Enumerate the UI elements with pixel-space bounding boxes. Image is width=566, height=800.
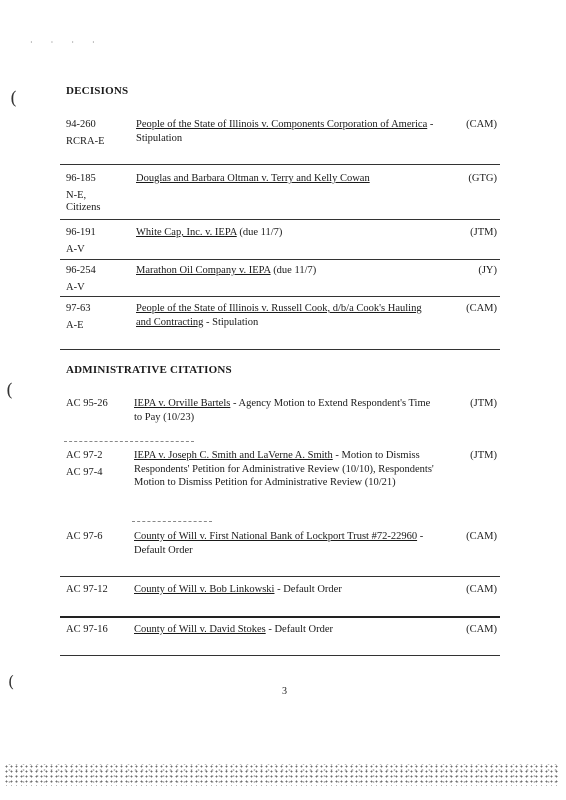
docket-number: 94-260 RCRA-E: [66, 119, 105, 147]
docket-number: AC 97-12: [66, 584, 108, 595]
case-caption: Marathon Oil Company v. IEPA (due 11/7): [136, 265, 317, 276]
case-title[interactable]: People of the State of Illinois v. Russell Cook, d/b/a Cook's Hauling and Contracting: [136, 303, 422, 328]
case-initials: (JY): [478, 265, 497, 276]
margin-mark: (: [6, 380, 14, 401]
row-divider: [60, 219, 500, 220]
docket-number: AC 97-6: [66, 531, 103, 542]
docket-number: 97-63 A-E: [66, 303, 91, 331]
case-initials: (CAM): [466, 531, 497, 542]
case-title[interactable]: County of Will v. First National Bank of Lockport Trust #72-22960: [134, 531, 418, 542]
row-divider: [60, 616, 500, 618]
row-divider: [132, 521, 212, 522]
case-caption: People of the State of Illinois v. Components Corporation of America - Stipulation: [136, 119, 434, 144]
docket-number: 96-185 N-E, Citizens: [66, 173, 101, 213]
case-title[interactable]: IEPA v. Orville Bartels: [134, 398, 231, 409]
margin-mark: (: [8, 672, 15, 691]
case-caption: [136, 172, 436, 186]
case-title[interactable]: Marathon Oil Company v. IEPA: [136, 265, 271, 276]
section-heading-administrative-citations: ADMINISTRATIVE CITATIONS: [66, 364, 232, 376]
case-title[interactable]: County of Will v. Bob Linkowski: [134, 584, 275, 595]
row-divider: [60, 655, 500, 656]
case-initials: (CAM): [466, 303, 497, 314]
docket-number: AC 97-2 AC 97-4: [66, 450, 103, 478]
case-initials: (GTG): [468, 173, 497, 184]
scan-dots: · · · ·: [30, 38, 103, 47]
case-title[interactable]: People of the State of Illinois v. Components Corporation of America: [136, 119, 428, 130]
case-caption: IEPA v. Orville Bartels - Agency Motion to Extend Respondent's Time to Pay (10/23): [134, 398, 431, 423]
row-divider: [60, 259, 500, 260]
margin-mark: (: [10, 88, 18, 109]
case-initials: (CAM): [466, 584, 497, 595]
docket-number: 96-254 A-V: [66, 265, 96, 293]
case-caption: People of the State of Illinois v. Russell Cook, d/b/a Cook's Hauling and Contracting - Stipulation: [136, 303, 422, 328]
row-divider: [60, 349, 500, 350]
case-initials: (JTM): [470, 450, 497, 461]
case-title[interactable]: Douglas and Barbara Oltman v. Terry and Kelly Cowan: [136, 173, 370, 184]
row-divider: [60, 296, 500, 297]
row-divider: [64, 441, 194, 442]
row-divider: [60, 164, 500, 165]
case-title[interactable]: IEPA v. Joseph C. Smith and LaVerne A. Smith: [134, 450, 333, 461]
case-title[interactable]: County of Will v. David Stokes: [134, 624, 266, 635]
page-number: 3: [282, 686, 287, 697]
docket-number: 96-191 A-V: [66, 227, 96, 255]
case-initials: (JTM): [470, 227, 497, 238]
case-caption: County of Will v. David Stokes - Default Order: [134, 624, 334, 635]
case-initials: (JTM): [470, 398, 497, 409]
case-caption: County of Will v. First National Bank of Lockport Trust #72-22960 - Default Order: [134, 531, 424, 556]
case-caption: County of Will v. Bob Linkowski - Default Order: [134, 584, 342, 595]
case-title[interactable]: White Cap, Inc. v. IEPA: [136, 227, 237, 238]
case-initials: (CAM): [466, 624, 497, 635]
scan-noise-band: [4, 764, 560, 786]
case-caption: White Cap, Inc. v. IEPA (due 11/7): [136, 227, 283, 238]
case-caption: IEPA v. Joseph C. Smith and LaVerne A. Smith - Motion to Dismiss Respondents' Petition for Administrative Review (10/10), Respondents' Motion to Dismiss Petition for Administrative Review (10/21): [134, 450, 434, 488]
row-divider: [60, 576, 500, 577]
docket-number: AC 95-26: [66, 398, 108, 409]
section-heading-decisions: DECISIONS: [66, 85, 129, 97]
case-initials: (CAM): [466, 119, 497, 130]
docket-number: AC 97-16: [66, 624, 108, 635]
